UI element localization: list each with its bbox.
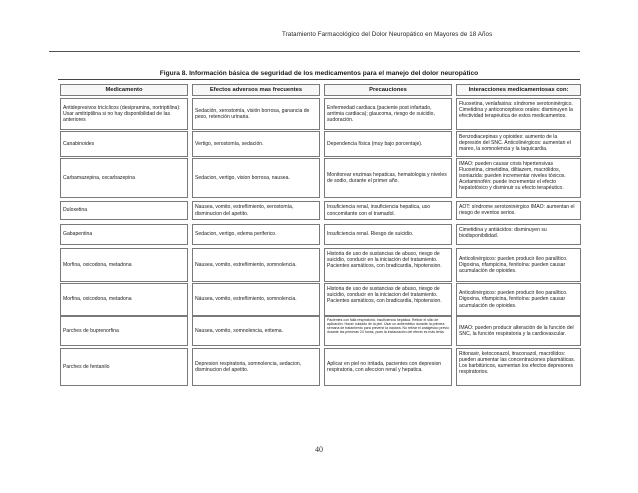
row-6-medicamento: Morfina, oxicodona, metadona: [60, 283, 188, 316]
row-7-medicamento: Parches de buprenorfina: [60, 316, 188, 346]
running-header: Tratamiento Farmacológico del Dolor Neuropático en Mayores de 18 Años: [282, 31, 493, 38]
row-8-medicamento: Parches de fentanilo: [60, 348, 188, 386]
row-7-interacciones: IMAO: pueden producir alteración de la función del SNC, la función respiratoria y la cardiovascular.: [456, 316, 581, 346]
row-6-efectos: Náusea, vomito, estreñimiento, somnolencia.: [192, 283, 320, 316]
row-2-precauciones: Monitorear enzimas hepaticas, hematologia y niveles de sodio, durante el primer año.: [324, 158, 452, 198]
row-1-interacciones: Benzodiacepinas y opioides: aumento de la depresión del SNC. Anticolinérgicos: aumentan el mareo, la somnolencia y la taquicardia.: [456, 131, 581, 157]
row-5-interacciones: Anticolinérgicos: pueden producir íleo paralítico. Digoxina, rifampicina, fenitoína: pueden causar acumulación de opioides.: [456, 248, 581, 282]
row-0-precauciones: Enfermedad cardiaca (paciente post infartado, arritmia cardiaca); glaucoma, riesgo de suicidio, sudoración.: [324, 98, 452, 130]
row-0-medicamento: Antidepresivos tricíclicos (desipramina, nortriptilina): Usar amitriptilina si no hay disponibilidad de las anteriores: [60, 98, 188, 130]
row-8-precauciones: Aplicar en piel no irritada, pacientes con depresion respiratoria, con afeccion renal y hepatica.: [324, 348, 452, 386]
row-2-medicamento: Carbamazepina, oxcarbazepina: [60, 158, 188, 198]
column-header-interacciones: Interacciones medicamentosas con:: [456, 84, 581, 96]
row-4-interacciones: Cimetidina y antiácidos: disminuyen su biodisponibilidad.: [456, 224, 581, 245]
page-number: 40: [315, 445, 323, 454]
row-3-precauciones: Insuficiencia renal, insuficiencia hepatica, uso concomitante con el tramadol.: [324, 201, 452, 220]
row-1-efectos: Vertigo, xerostomía, sedación.: [192, 131, 320, 157]
row-8-interacciones: Ritonavir, ketoconazol, itraconazol, macrólidos: pueden aumentar las concentraciones plasmáticas. Los barbitúricos, aumentan los efectos depresores respiratorios.: [456, 348, 581, 386]
row-0-interacciones: Fluoxetina, venlafaxina: síndrome serotoninérgico. Cimetidina y anticonceptivos orales: disminuyen la efectividad terapéutica de estos medicamentos.: [456, 98, 581, 130]
row-1-precauciones: Dependencia física (muy bajo porcentaje).: [324, 131, 452, 157]
row-3-efectos: Nausea, vomito, estreñimiento, xerostomía, disminucion del apetito.: [192, 201, 320, 220]
row-6-precauciones: Historia de uso de sustancias de abuso, riesgo de suicidio, conducir en la iniciacion del tratamiento. Pacientes asmáticos, con bradicardia, hipotension.: [324, 283, 452, 316]
row-7-efectos: Nausea, vomito, somnolencia, eritema.: [192, 316, 320, 346]
row-6-interacciones: Anticolinérgicos: pueden producir íleo paralítico. Digoxina, rifampicina, fenitoína: pueden causar acumulación de opioides.: [456, 283, 581, 316]
row-2-efectos: Sedacion, vertigo, vision borrosa, nausea.: [192, 158, 320, 198]
row-5-medicamento: Morfina, oxicodona, metadona: [60, 248, 188, 282]
column-header-medicamento: Medicamento: [60, 84, 188, 96]
column-header-precauciones: Precauciones: [324, 84, 452, 96]
row-7-precauciones: Pacientes con falla respiratoria, insuficiencia hepática. Retirar el sitio de aplicación. Hacer cuidado de la piel. Usar un antiemético durante la primera semana de tratamiento para prevenir la náusea. No retirar el analgésico previo durante las primeras 24 horas, pues la instauración del efecto es más lenta.: [324, 316, 452, 346]
column-header-efectos: Efectos adversos mas frecuentes: [192, 84, 320, 96]
row-5-precauciones: Historia de uso de sustancias de abuso, riesgo de suicidio, conducir en la iniciación del tratamiento. Pacientes asmáticos, con bradicardia, hipotension.: [324, 248, 452, 282]
row-3-interacciones: AOT: síndrome serotoninérgico IMAO: aumentan el riesgo de eventos serios.: [456, 201, 581, 220]
figure-title-rule: [58, 79, 580, 80]
row-3-medicamento: Duloxetina: [60, 201, 188, 220]
header-rule: [49, 51, 580, 52]
row-5-efectos: Nausea, vomito, estreñimiento, somnolencia.: [192, 248, 320, 282]
row-2-interacciones: IMAO: pueden causar crisis hipertensivas Fluoxetina, cimetidina, diltiazem, macrólidos, isoniazida: pueden incrementar niveles tóxicos. Acetaminofén: puede incrementar el efecto hepatotóxico y disminuir su efecto terapéutico.: [456, 158, 581, 198]
row-8-efectos: Depresion respiratoria, somnolencia, sedacion, disminucion del apetito.: [192, 348, 320, 386]
row-4-efectos: Sedacion, vertigo, edema periferico.: [192, 224, 320, 245]
row-4-precauciones: Insuficiencia renal. Riesgo de suicidio.: [324, 224, 452, 245]
figure-title: Figura 8. Información básica de seguridad de los medicamentos para el manejo del dolor neuropático: [159, 70, 479, 77]
row-1-medicamento: Canabinoides: [60, 131, 188, 157]
row-0-efectos: Sedación, xerostomía, visión borrosa, ganancia de peso, retención urinaria.: [192, 98, 320, 130]
row-4-medicamento: Gabapentina: [60, 224, 188, 245]
